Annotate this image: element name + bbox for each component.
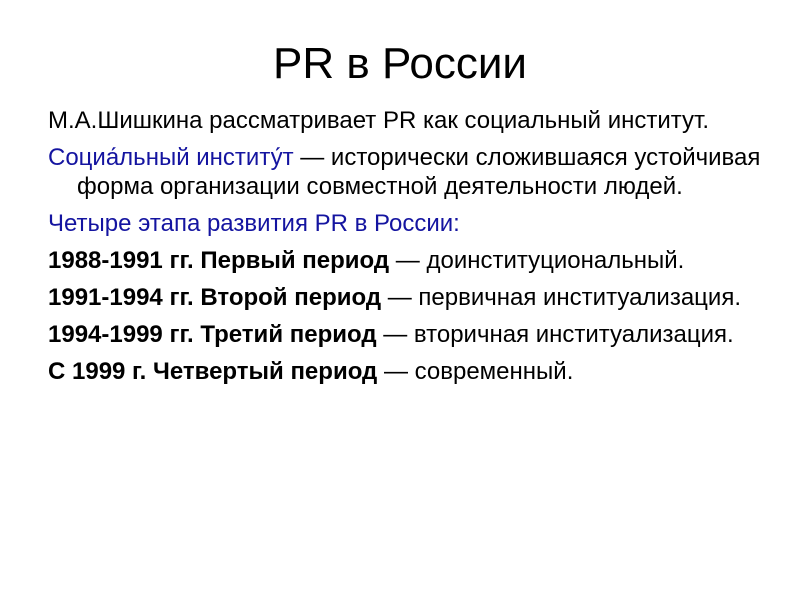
definition-term: Социа́льный институ́т (48, 144, 294, 171)
paragraph-stage-4 (48, 357, 788, 386)
paragraph-stage-3 (48, 320, 788, 349)
stage-1-description: — доинституциональный. (389, 247, 685, 274)
stage-4-description: — современный. (377, 358, 574, 385)
stage-3-description: — вторичная институализация. (376, 321, 734, 348)
paragraph-intro-text: М.А.Шишкина рассматривает PR как социальный институт. (48, 107, 710, 134)
stage-1-period: 1988-1991 гг. Первый период (48, 247, 390, 274)
paragraph-intro (48, 106, 788, 135)
slide-content (48, 106, 788, 394)
stage-2-period: 1991-1994 гг. Второй период (48, 284, 382, 311)
paragraph-stages-heading (48, 209, 788, 238)
slide-title: PR в России (273, 39, 527, 88)
definition-text: — исторически сложившаяся устойчивая форма организации совместной деятельности людей. (77, 144, 761, 200)
paragraph-stage-2 (48, 283, 788, 312)
stages-heading-text: Четыре этапа развития PR в России: (48, 210, 460, 237)
paragraph-definition (48, 143, 788, 201)
stage-3-period: 1994-1999 гг. Третий период (48, 321, 377, 348)
paragraph-stage-1 (48, 246, 788, 275)
stage-4-period: С 1999 г. Четвертый период (48, 358, 378, 385)
stage-2-description: — первичная институализация. (381, 284, 741, 311)
